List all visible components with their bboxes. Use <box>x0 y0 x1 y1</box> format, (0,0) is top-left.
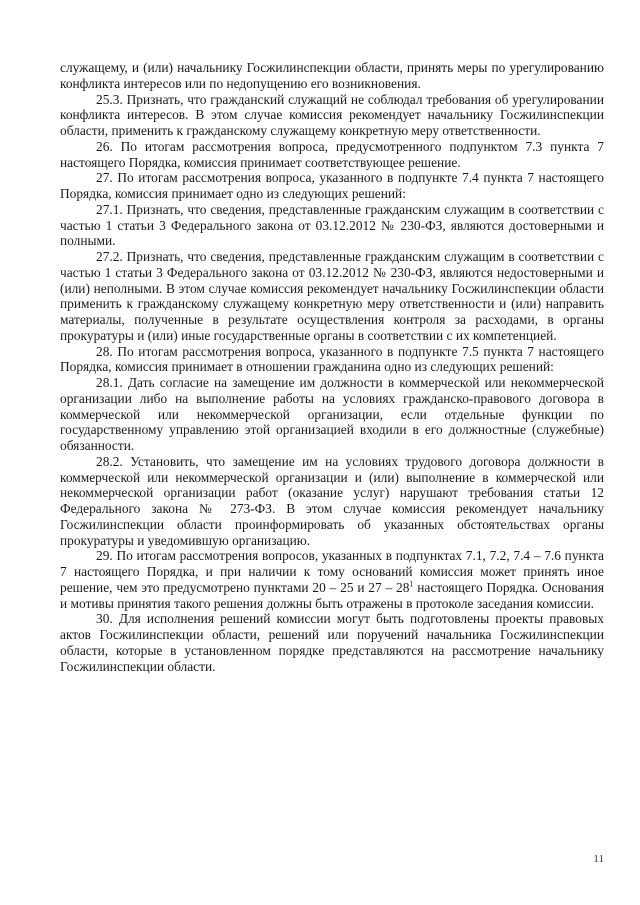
page-number: 11 <box>593 853 604 865</box>
paragraph-28: 28. По итогам рассмотрения вопроса, указанного в подпункте 7.5 пункта 7 настоящего Порядка, комиссия принимает в отношении гражданина одно из следующих решений: <box>60 343 604 375</box>
paragraph-27-1: 27.1. Признать, что сведения, представленные гражданским служащим в соответствии с частью 1 статьи 3 Федерального закона от 03.12.2012 № 230-ФЗ, являются достоверными и полными. <box>60 201 604 249</box>
footnote-marker: 1 <box>409 579 414 589</box>
paragraph-28-2: 28.2. Установить, что замещение им на условиях трудового договора должности в коммерческой или некоммерческой организации и (или) выполнение в коммерческой или некоммерческой организации работ (оказание услуг) нарушают требования статьи 12 Федерального закона № 273-ФЗ. В этом случае комиссия рекомендует начальнику Госжилинспекции области проинформировать об указанных обстоятельствах органы прокуратуры и уведомившую организацию. <box>60 453 604 548</box>
paragraph-29 <box>60 548 604 611</box>
paragraph-29-text-end: настоящего Порядка. Основания и мотивы принятия такого решения должны быть отражены в протоколе заседания комиссии. <box>60 579 604 611</box>
paragraph-25-3: 25.3. Признать, что гражданский служащий не соблюдал требования об урегулировании конфликта интересов. В этом случае комиссия рекомендует начальнику Госжилинспекции области, применить к гражданскому служащему конкретную меру ответственности. <box>60 91 604 138</box>
paragraph-27: 27. По итогам рассмотрения вопроса, указанного в подпункте 7.4 пункта 7 настоящего Порядка, комиссия принимает одно из следующих решений: <box>60 170 604 201</box>
paragraph-28-1: 28.1. Дать согласие на замещение им должности в коммерческой или некоммерческой организации либо на выполнение работы на условиях гражданско-правового договора в коммерческой или некоммерческой организации, если отдельные функции по государственному управлению этой организацией входили в его должностные (служебные) обязанности. <box>60 375 604 453</box>
document-page <box>60 60 604 674</box>
paragraph-30: 30. Для исполнения решений комиссии могут быть подготовлены проекты правовых актов Госжилинспекции области, решений или поручений начальника Госжилинспекции области, которые в установленном порядке представляются на рассмотрение начальнику Госжилинспекции области. <box>60 611 604 674</box>
paragraph-27-2: 27.2. Признать, что сведения, представленные гражданским служащим в соответствии с частью 1 статьи 3 Федерального закона от 03.12.2012 № 230-ФЗ, являются недостоверными и (или) неполными. В этом случае комиссия рекомендует начальнику Госжилинспекции области применить к гражданскому служащему конкретную меру ответственности и (или) направить материалы, полученные в результате осуществления контроля за расходами, в органы прокуратуры и (или) иные государственные органы в соответствии с их компетенцией. <box>60 249 604 343</box>
paragraph-29-text: 29. По итогам рассмотрения вопросов, указанных в подпунктах 7.1, 7.2, 7.4 – 7.6 пункта 7 настоящего Порядка, и при наличии к тому оснований комиссия может принять иное решение, чем это предусмотрено пунктами 20 – 25 и 27 – 28 <box>60 548 604 595</box>
paragraph-continuation: служащему, и (или) начальнику Госжилинспекции области, принять меры по урегулированию конфликта интересов или по недопущению его возникновения. <box>60 60 604 91</box>
paragraph-26: 26. По итогам рассмотрения вопроса, предусмотренного подпунктом 7.3 пункта 7 настоящего Порядка, комиссия принимает соответствующее решение. <box>60 138 604 170</box>
